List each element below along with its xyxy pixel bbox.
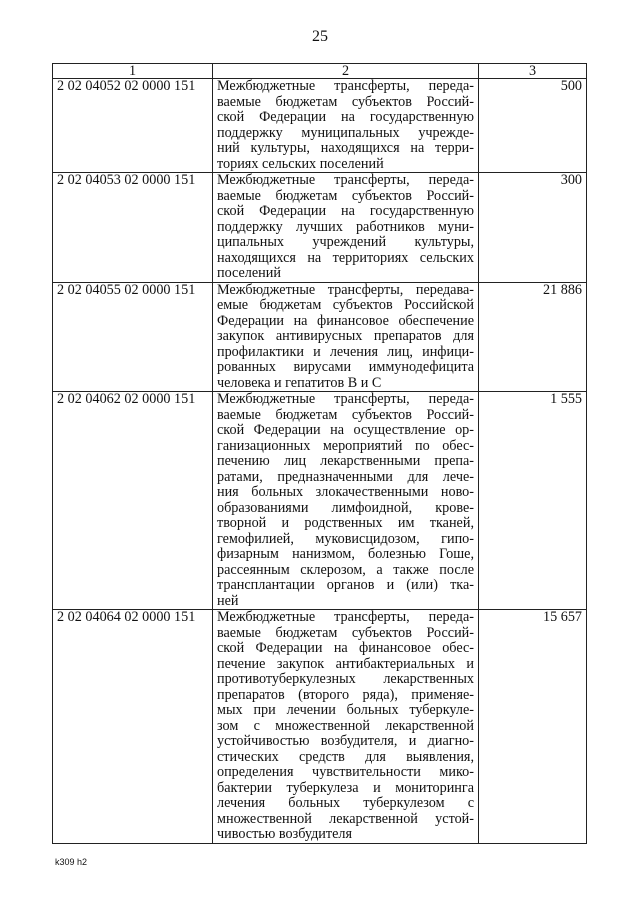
description-line: Межбюджетные трансферты, передава-: [217, 281, 474, 298]
description-line: множественной лекарственной устой-: [217, 810, 474, 827]
description-line: физарным нанизмом, болезнью Гоше,: [217, 546, 474, 562]
amount-cell: 21 886: [479, 282, 587, 392]
budget-table: [52, 63, 587, 844]
description-line: ской Федерации на финансовое обес-: [217, 640, 474, 656]
description-line: зом с множественной лекарственной: [217, 717, 474, 734]
page-number: 25: [312, 28, 328, 45]
description-line: противотуберкулезных лекарственных: [217, 671, 474, 687]
budget-code-cell: 2 02 04062 02 0000 151: [53, 392, 213, 610]
description-cell: [213, 610, 479, 844]
description-line: ратами, предназначенными для лече-: [217, 468, 474, 485]
footer-code: k309 h2: [55, 857, 88, 867]
description-line: ней: [217, 592, 239, 609]
description-line: бактерии туберкулеза и мониторинга: [217, 779, 474, 796]
amount-cell: 300: [479, 173, 587, 283]
description-cell: [213, 79, 479, 173]
description-line: Межбюджетные трансферты, переда-: [217, 609, 474, 625]
description-line: ния больных злокачественными ново-: [217, 484, 474, 500]
budget-code-cell: 2 02 04064 02 0000 151: [53, 610, 213, 844]
table-row: [53, 392, 587, 610]
description-line: Межбюджетные трансферты, переда-: [217, 78, 474, 94]
description-line: трансплантации органов и (или) тка-: [217, 577, 474, 593]
description-cell: [213, 282, 479, 392]
description-line: мых при лечении больных туберкуле-: [217, 702, 474, 718]
budget-code-cell: 2 02 04055 02 0000 151: [53, 282, 213, 392]
description-line: рассеянным склерозом, а также после: [217, 561, 474, 578]
amount-cell: 1 555: [479, 392, 587, 610]
amount-cell: 15 657: [479, 610, 587, 844]
description-line: гемофилией, муковисцидозом, гипо-: [217, 530, 474, 547]
table-row: [53, 610, 587, 844]
description-line: препаратов (второго ряда), применяе-: [217, 686, 474, 703]
description-line: печению лиц лекарственными препа-: [217, 453, 474, 469]
description-line: человека и гепатитов В и С: [217, 374, 382, 391]
description-cell: [213, 173, 479, 283]
description-line: ской Федерации на осуществление ор-: [217, 422, 474, 438]
description-line: ганизационных мероприятий по обес-: [217, 437, 474, 454]
table-header-row: [53, 64, 587, 79]
description-line: закупок антивирусных препаратов для: [217, 328, 474, 344]
description-line: определения чувствительности мико-: [217, 764, 474, 780]
description-line: ской Федерации на государственную: [217, 109, 474, 125]
description-line: находящихся на территориях сельских: [217, 249, 474, 266]
column-header-1: 1: [53, 64, 213, 79]
description-line: ний культуры, находящихся на терри-: [217, 140, 474, 156]
description-line: ваемые бюджетам субъектов Россий-: [217, 187, 474, 204]
description-line: профилактики и лечения лиц, инфици-: [217, 343, 474, 360]
budget-code-cell: 2 02 04052 02 0000 151: [53, 79, 213, 173]
description-line: емые бюджетам субъектов Российской: [217, 297, 474, 313]
description-line: ципальных учреждений культуры,: [217, 234, 474, 250]
description-line: ской Федерации на государственную: [217, 203, 474, 219]
description-cell: [213, 392, 479, 610]
table-row: [53, 79, 587, 173]
description-line: Межбюджетные трансферты, переда-: [217, 391, 474, 407]
description-line: Межбюджетные трансферты, переда-: [217, 172, 474, 188]
amount-cell: 500: [479, 79, 587, 173]
table-row: [53, 282, 587, 392]
description-line: устойчивостью возбудителя, и диагно-: [217, 733, 474, 749]
description-line: чивостью возбудителя: [217, 826, 352, 842]
description-line: рованных вирусами иммунодефицита: [217, 359, 474, 375]
description-line: ваемые бюджетам субъектов Россий-: [217, 624, 474, 641]
description-line: ториях сельских поселений: [217, 155, 384, 172]
column-header-3: 3: [479, 64, 587, 79]
description-line: стических средств для выявления,: [217, 748, 474, 765]
description-line: поселений: [217, 265, 281, 281]
description-line: поддержку муниципальных учрежде-: [217, 124, 474, 141]
description-line: Федерации на финансовое обеспечение: [217, 312, 474, 329]
description-line: ваемые бюджетам субъектов Россий-: [217, 93, 474, 110]
description-line: печение закупок антибактериальных и: [217, 655, 474, 672]
description-line: поддержку лучших работников муни-: [217, 218, 474, 235]
description-line: творной и родственных им тканей,: [217, 515, 474, 531]
description-line: ваемые бюджетам субъектов Россий-: [217, 406, 474, 423]
table-row: [53, 173, 587, 283]
budget-code-cell: 2 02 04053 02 0000 151: [53, 173, 213, 283]
description-line: лечения больных туберкулезом с: [217, 795, 474, 811]
description-line: образованиями лимфоидной, крове-: [217, 499, 474, 516]
column-header-2: 2: [213, 64, 479, 79]
